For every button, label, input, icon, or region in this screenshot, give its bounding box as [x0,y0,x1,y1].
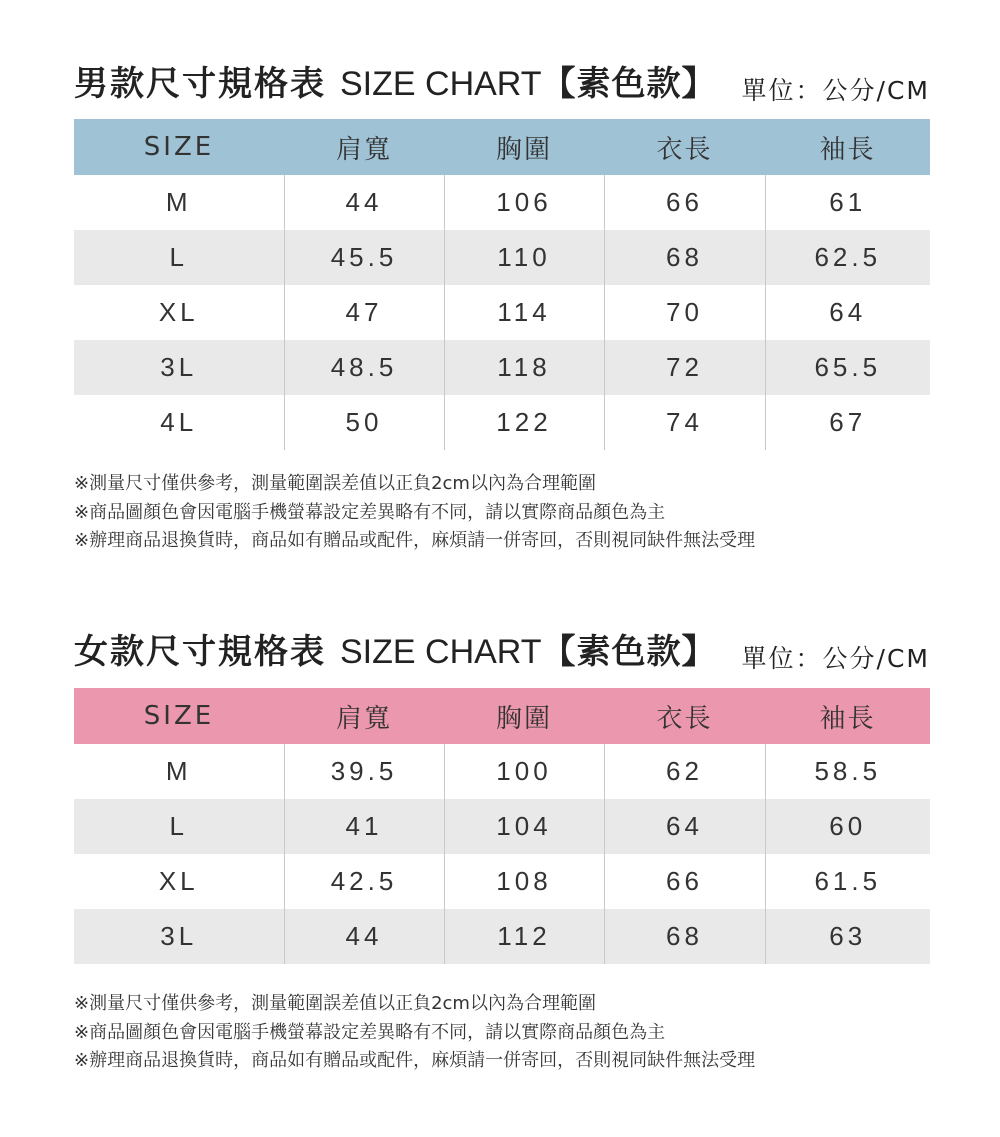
size-cell: M [165,187,192,217]
chest-cell: 112 [444,909,604,964]
women-title-en: SIZE CHART [340,633,542,671]
shoulder-cell: 42.5 [284,854,444,909]
women-title-cn: 女款尺寸規格表 [74,632,326,672]
men-notes [74,470,930,556]
note-return: ※辦理商品退換貨時，商品如有贈品或配件，麻煩請一併寄回，否則視同缺件無法受理 [74,1050,756,1071]
chest-cell: 110 [444,230,604,285]
table-row [74,744,930,799]
header-sleeve: 袖長 [765,119,930,175]
chest-cell: 104 [444,799,604,854]
table-row [74,340,930,395]
women-table-header [74,688,930,744]
size-cell: M [165,756,192,786]
sleeve-cell: 63 [765,909,930,964]
sleeve-cell: 65.5 [765,340,930,395]
length-cell: 64 [604,799,765,854]
men-size-table [74,119,930,450]
size-cell: XL [158,297,199,327]
note-measurement: ※測量尺寸僅供參考，測量範圍誤差值以正負2cm以內為合理範圍 [74,473,596,494]
header-length: 衣長 [604,688,765,744]
header-chest: 胸圍 [444,688,604,744]
size-cell: L [74,230,284,285]
sleeve-cell: 60 [765,799,930,854]
women-notes [74,990,930,1076]
table-row [74,285,930,340]
shoulder-cell: 44 [284,909,444,964]
note-measurement: ※測量尺寸僅供參考，測量範圍誤差值以正負2cm以內為合理範圍 [74,993,596,1014]
table-row [74,395,930,450]
header-sleeve: 袖長 [765,688,930,744]
men-size-chart [74,60,930,551]
header-size: SIZE [74,119,284,175]
men-table-header [74,119,930,175]
sleeve-cell: 61.5 [765,854,930,909]
header-shoulder: 肩寬 [284,688,444,744]
shoulder-cell: 47 [284,285,444,340]
sleeve-cell: 58.5 [765,744,930,799]
sleeve-cell: 62.5 [765,230,930,285]
size-cell: XL [158,866,199,896]
length-cell: 68 [604,230,765,285]
size-cell: L [74,799,284,854]
chest-cell: 114 [444,285,604,340]
men-title-cn: 男款尺寸規格表 [74,64,326,104]
women-chart-title [74,630,717,674]
men-title-row [74,60,930,110]
shoulder-cell: 50 [284,395,444,450]
length-cell: 68 [604,909,765,964]
women-unit-label: 單位：公分/CM [741,644,930,673]
size-cell: 3L [74,340,284,395]
table-row [74,799,930,854]
men-unit-label: 單位：公分/CM [741,76,930,105]
size-cell: 4L [160,407,198,437]
table-row [74,854,930,909]
chest-cell: 118 [444,340,604,395]
chest-cell: 122 [444,395,604,450]
chest-cell: 100 [444,744,604,799]
women-title-row [74,628,930,678]
header-size: SIZE [74,688,284,744]
length-cell: 62 [604,744,765,799]
women-size-table [74,688,930,964]
sleeve-cell: 67 [765,395,930,450]
table-row [74,230,930,285]
women-size-chart [74,628,930,1071]
note-color: ※商品圖顏色會因電腦手機螢幕設定差異略有不同，請以實際商品顏色為主 [74,501,666,523]
chest-cell: 106 [444,175,604,230]
header-chest: 胸圍 [444,119,604,175]
men-title-en: SIZE CHART [340,65,542,103]
length-cell: 74 [604,395,765,450]
table-row [74,175,930,230]
header-length: 衣長 [604,119,765,175]
size-cell: 3L [74,909,284,964]
length-cell: 72 [604,340,765,395]
length-cell: 66 [604,175,765,230]
shoulder-cell: 44 [284,175,444,230]
chest-cell: 108 [444,854,604,909]
women-title-bracket: 【素色款】 [541,632,717,672]
shoulder-cell: 39.5 [284,744,444,799]
shoulder-cell: 48.5 [284,340,444,395]
length-cell: 70 [604,285,765,340]
shoulder-cell: 41 [284,799,444,854]
length-cell: 66 [604,854,765,909]
header-shoulder: 肩寬 [284,119,444,175]
table-row [74,909,930,964]
note-return: ※辦理商品退換貨時，商品如有贈品或配件，麻煩請一併寄回，否則視同缺件無法受理 [74,530,756,551]
men-title-bracket: 【素色款】 [541,64,717,104]
note-color: ※商品圖顏色會因電腦手機螢幕設定差異略有不同，請以實際商品顏色為主 [74,1021,666,1043]
shoulder-cell: 45.5 [284,230,444,285]
men-chart-title [74,62,717,106]
sleeve-cell: 61 [765,175,930,230]
sleeve-cell: 64 [765,285,930,340]
